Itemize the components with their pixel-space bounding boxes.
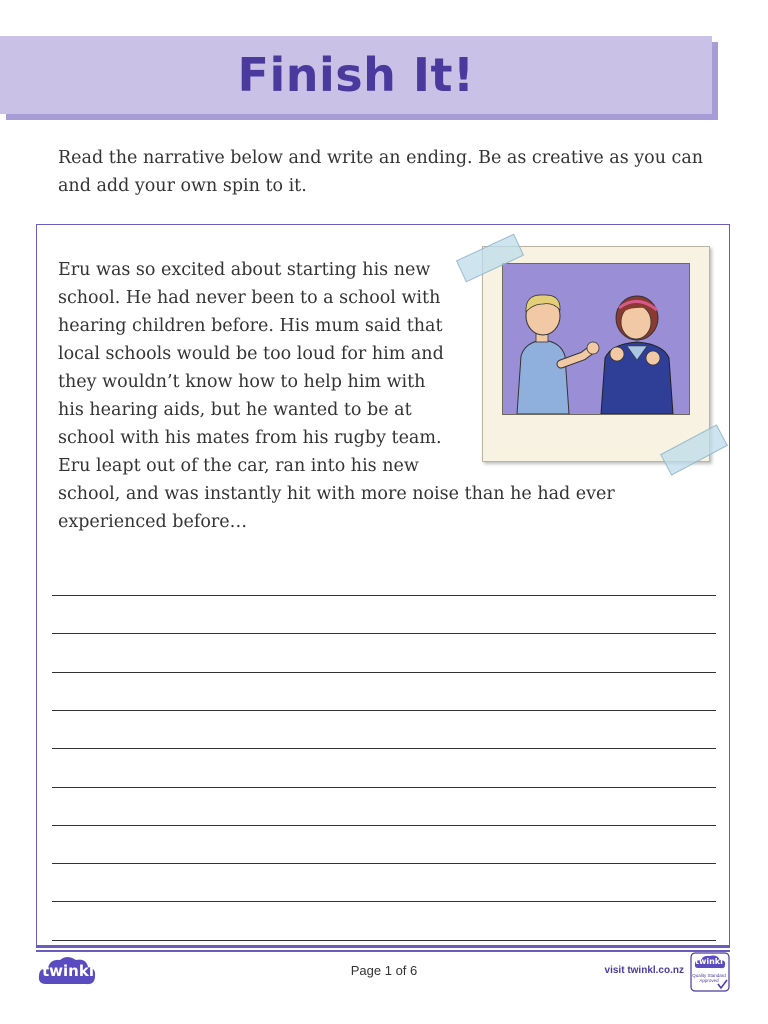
twinkl-logo-text: twinkl <box>42 962 94 980</box>
polaroid-frame <box>482 246 710 462</box>
instructions-text: Read the narrative below and write an ending. Be as creative as you can and add your own spin to it. <box>58 148 704 196</box>
writing-line <box>52 595 716 596</box>
writing-line <box>52 787 716 788</box>
writing-line <box>52 633 716 634</box>
page-number: Page 1 of 6 <box>350 963 418 978</box>
writing-line <box>52 940 716 941</box>
footer-rule-top <box>36 946 730 948</box>
two-children-sign-language-illustration <box>502 263 690 415</box>
writing-line <box>52 672 716 673</box>
visit-link[interactable]: visit twinkl.co.nz <box>604 965 684 976</box>
story-text: Eru was so excited about starting his new school. He had never been to a school with hearing children before. His mum said that local schools would be too loud for him and they wouldn’t know how to help him with his hearing aids, but he wanted to be at school with his mates from his rugby team. Eru leapt out of the car, ran into his new school, and was instantly hit with more noise than he had ever experienced before… <box>58 260 615 532</box>
footer-rule-bottom <box>36 950 730 952</box>
page-title: Finish It! <box>237 48 475 102</box>
writing-line <box>52 748 716 749</box>
writing-line <box>52 825 716 826</box>
badge-text: Quality Standard Approved <box>692 973 726 983</box>
writing-line <box>52 901 716 902</box>
writing-line <box>52 863 716 864</box>
badge-brand: twinkl <box>695 957 723 966</box>
title-banner <box>0 36 712 114</box>
illustration-svg <box>503 264 689 414</box>
writing-line <box>52 710 716 711</box>
